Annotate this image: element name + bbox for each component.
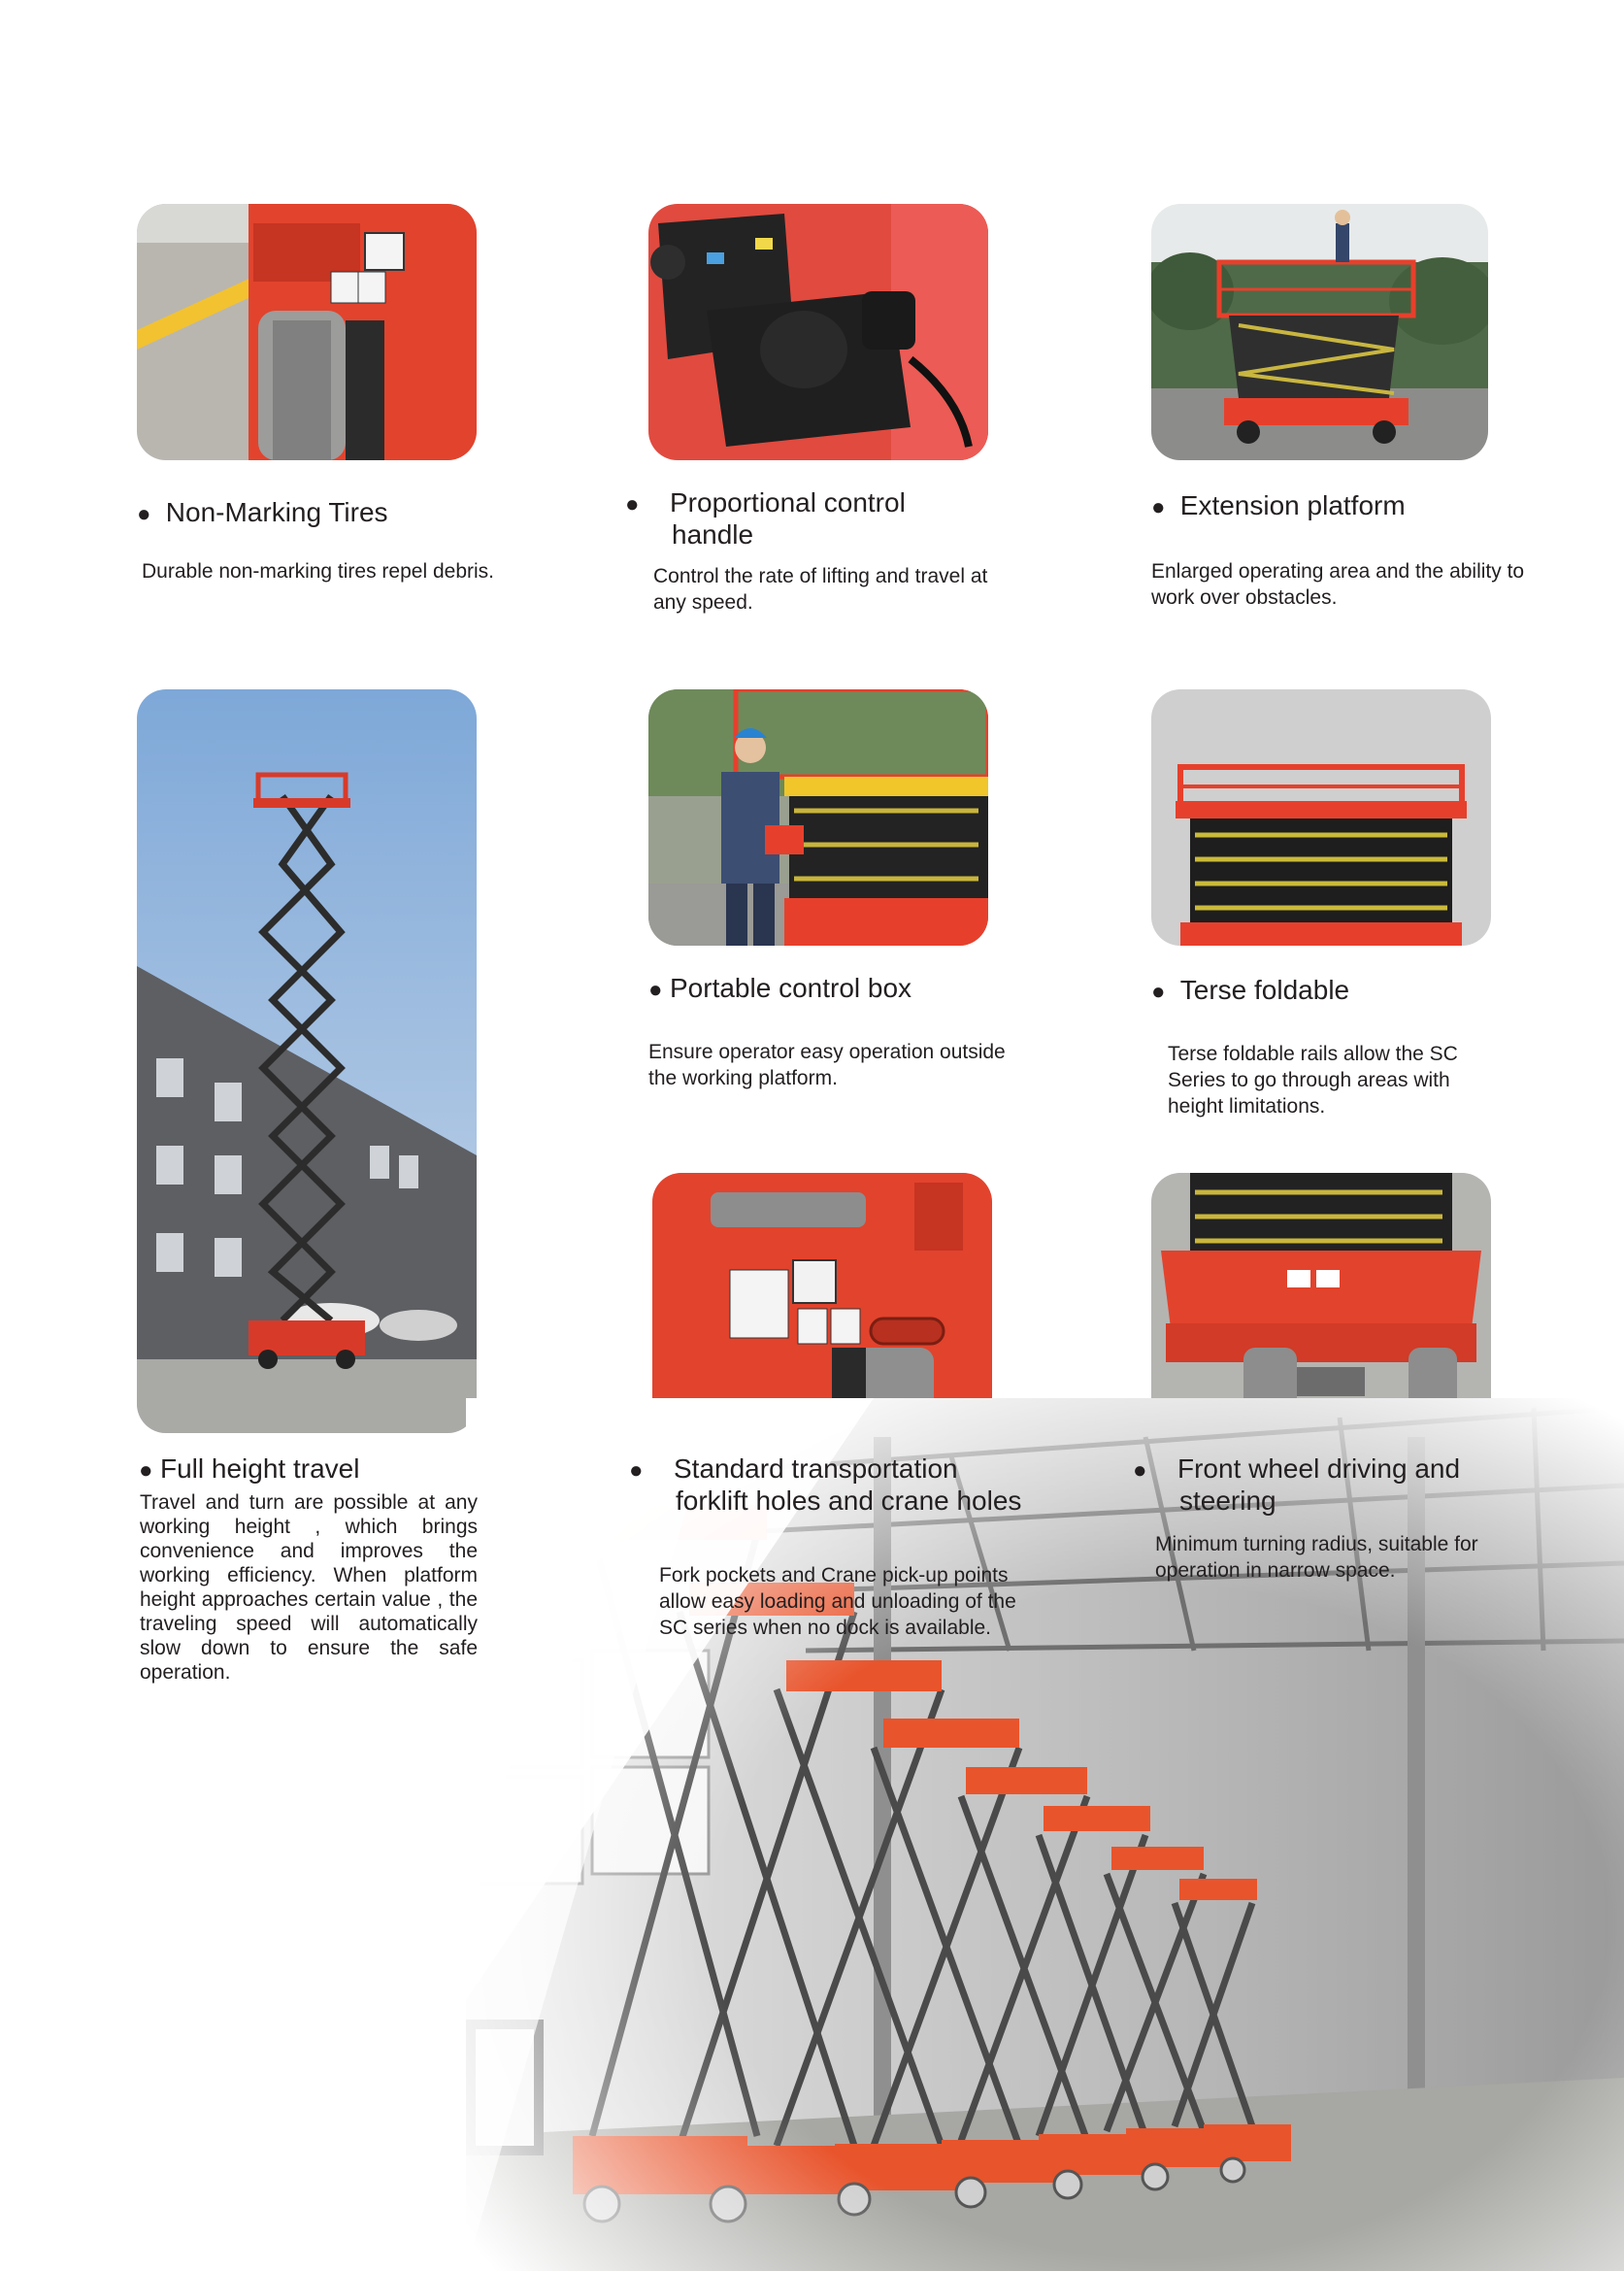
feature-description-extension-platform: Enlarged operating area and the ability to work over obstacles. <box>1151 560 1525 609</box>
feature-title-extension-platform: ● Extension platform <box>1151 490 1406 520</box>
feature-title-forklift-holes: ● Standard transportation forklift holes and crane holes <box>629 1453 1022 1516</box>
feature-description-non-marking-tires: Durable non-marking tires repel debris. <box>142 560 494 583</box>
bullet-icon: ● <box>648 977 663 1003</box>
feature-title-non-marking-tires: ● Non-Marking Tires <box>137 497 388 527</box>
feature-title-proportional-control-handle: ● Proportional control handle <box>625 487 906 550</box>
bullet-icon: ● <box>629 1457 644 1484</box>
bullet-icon: ● <box>137 501 151 527</box>
photo-full-height-travel <box>137 689 477 1433</box>
hero-warehouse-scissor-lifts <box>466 1398 1624 2271</box>
feature-description-forklift-holes: Fork pockets and Crane pick-up points allow easy loading and unloading of the SC series when no dock is available. <box>659 1564 1016 1639</box>
feature-title-terse-foldable: ● Terse foldable <box>1151 975 1350 1005</box>
feature-title-full-height-travel: ● Full height travel <box>139 1453 360 1484</box>
feature-description-proportional-control-handle: Control the rate of lifting and travel at any speed. <box>653 565 988 614</box>
bullet-icon: ● <box>1151 494 1166 520</box>
feature-description-portable-control-box: Ensure operator easy operation outside the working platform. <box>648 1041 1006 1089</box>
feature-title-portable-control-box: ● Portable control box <box>648 973 912 1003</box>
bullet-icon: ● <box>139 1457 153 1484</box>
photo-extension-platform <box>1151 204 1488 460</box>
photo-front-wheel-driving <box>1151 1173 1491 1429</box>
photo-terse-foldable <box>1151 689 1491 946</box>
photo-non-marking-tires <box>137 204 477 460</box>
bullet-icon: ● <box>1133 1457 1147 1484</box>
feature-description-front-wheel-driving: Minimum turning radius, suitable for operation in narrow space. <box>1155 1533 1478 1582</box>
feature-title-front-wheel-driving: ● Front wheel driving and steering <box>1133 1453 1461 1516</box>
feature-description-full-height-travel: Travel and turn are possible at any working height , which brings convenience and improves the working efficiency. When platform height approaches certain value , the traveling speed will automatically slow down to ensure the safe operation. <box>140 1491 478 1684</box>
photo-forklift-holes <box>652 1173 992 1429</box>
bullet-icon: ● <box>1151 979 1166 1005</box>
photo-proportional-control-handle <box>648 204 988 460</box>
feature-description-terse-foldable: Terse foldable rails allow the SC Series to go through areas with height limitations. <box>1168 1043 1458 1118</box>
photo-portable-control-box <box>648 689 988 946</box>
bullet-icon: ● <box>625 491 640 518</box>
